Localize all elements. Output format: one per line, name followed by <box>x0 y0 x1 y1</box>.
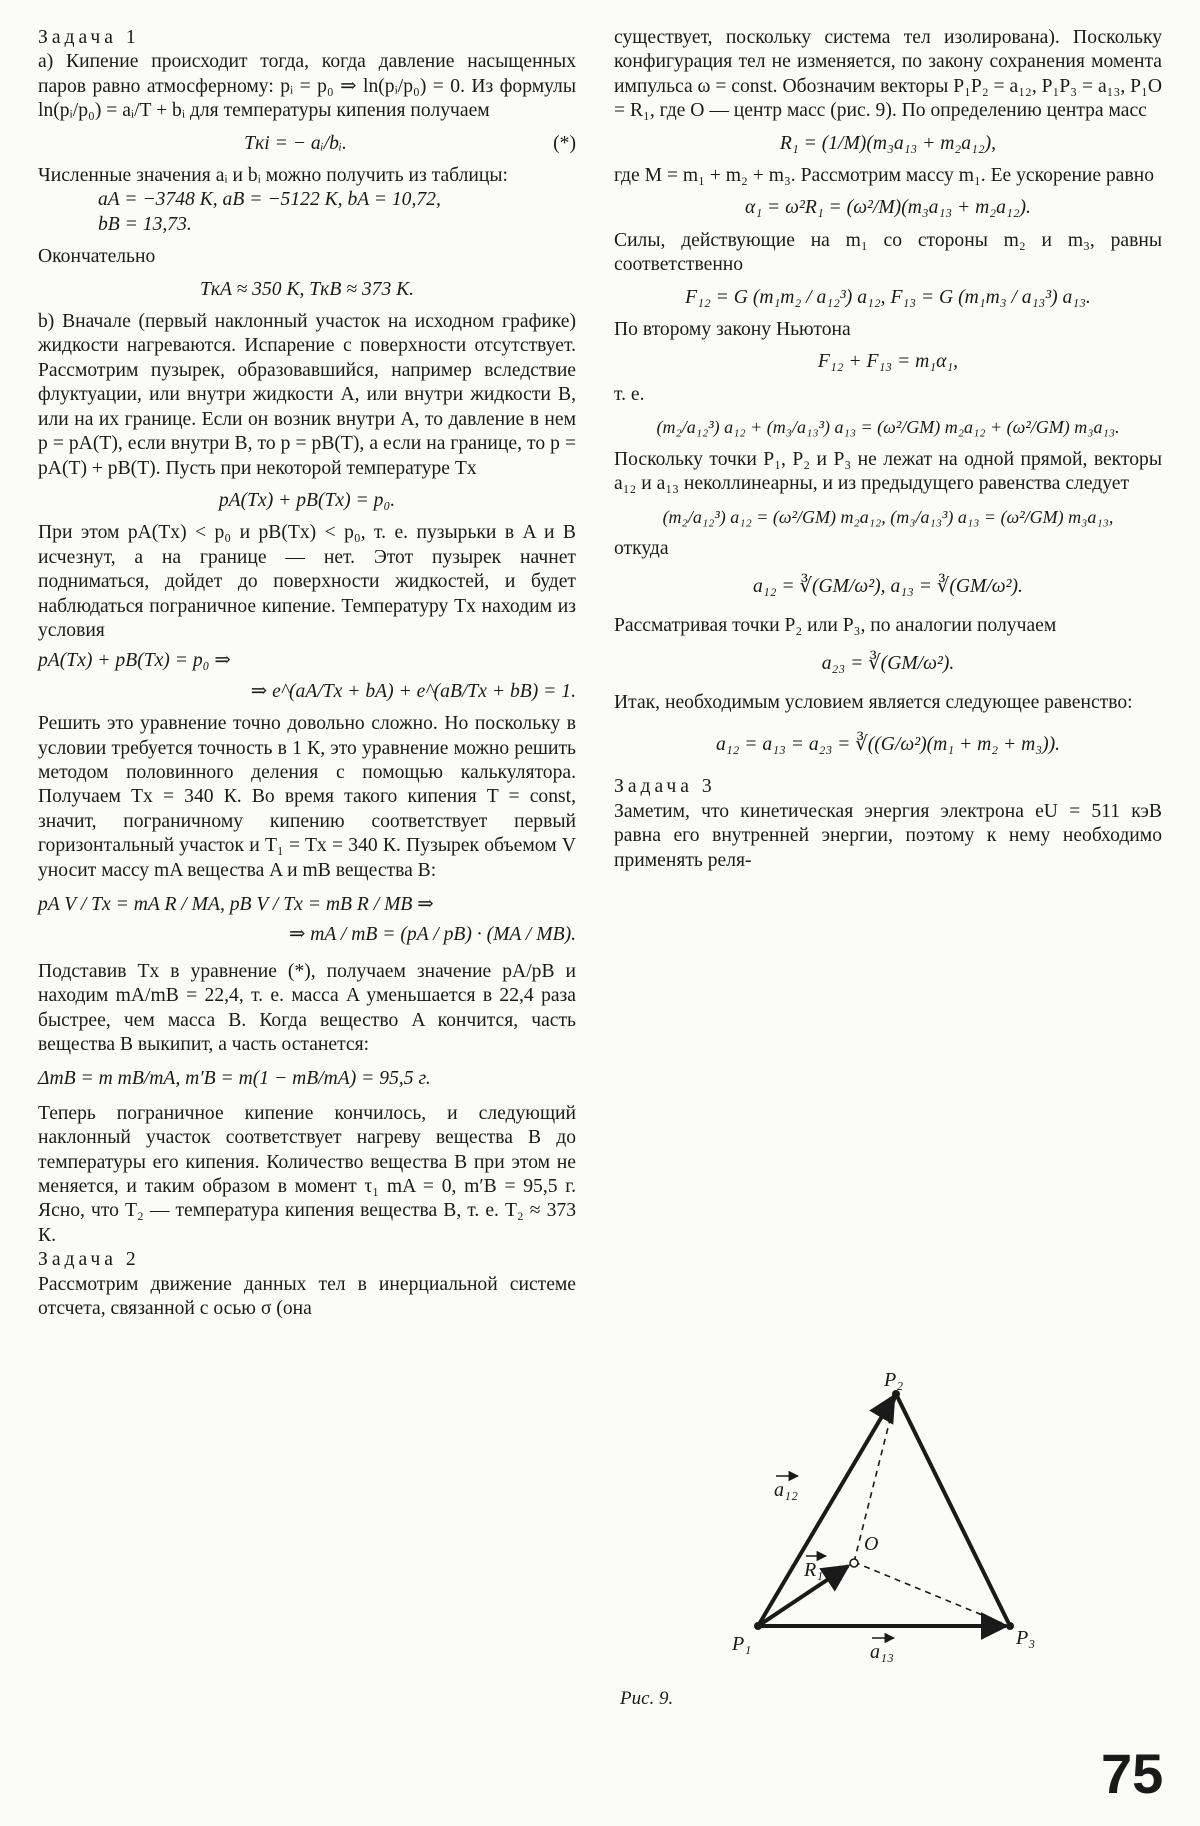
condition-equation-1: pA(Tx) + pB(Tx) = p₀ ⇒ <box>38 650 231 672</box>
boil-equation-tag: (*) <box>553 132 576 154</box>
boil-equation: Tкi = − aᵢ/bᵢ. <box>244 132 347 154</box>
label-r1: R₁ <box>804 1559 824 1581</box>
label-p1: P₁ <box>732 1633 752 1655</box>
solve-paragraph: Решить это уравнение точно довольно сложно. Но поскольку в условии требуется точность в 1 К, это уравнение можно решить методом половинного деления с помощью калькулятора. Получаем Tx = 340 К. Во время такого кипения T = const, значит, пограничному кипению соответствует первый горизонтальный участок и T₁ = Tx = 340 К. Пузырек объемом V уносит массу mA вещества A и mB вещества B: <box>38 713 576 881</box>
task3-paragraph: Заметим, что кинетическая энергия электрона eU = 511 кэВ равна его внутренней энергии, поэтому к нему необходимо применять реля- <box>614 800 1162 871</box>
task1-b-paragraph: b) Вначале (первый наклонный участок на исходном графике) жидкости нагреваются. Испарение с поверхности отсутствует. Рассмотрим пузырек, образовавшийся, например вследствие флуктуации, или внутри жидкости A, или внутри жидкости B, или на их границе. Если он возник внутри A, то давление в нем p = pA(T), если внутри B, то p = pB(T), а если на границе, то p = pA(T) + pB(T). Пусть при некоторой температуре Tx <box>38 311 576 479</box>
right-column <box>614 26 1162 873</box>
split-equation: (m₂/a₁₂³) a₁₂ = (ω²/GM) m₂a₁₂, (m₃/a₁₃³) a₁₃ = (ω²/GM) m₃a₁₃, <box>662 506 1114 527</box>
point-p3 <box>1006 1622 1014 1630</box>
a23-equation: a₂₃ = ∛(GM/ω²). <box>821 653 955 675</box>
delta-equation: ΔmB = m mB/mA, m′B = m(1 − mB/mA) = 95,5 г. <box>38 1068 431 1090</box>
final-equation: a₁₂ = a₁₃ = a₂₃ = ∛((G/ω²)(m₁ + m₂ + m₃)). <box>715 733 1061 755</box>
mass-equation-1: pA V / Tx = mA R / MA, pB V / Tx = mB R / MB ⇒ <box>38 894 434 915</box>
task1-a-paragraph: a) Кипение происходит тогда, когда давление насыщенных паров равно атмосферному: pᵢ = p₀ ⇒ ln(pᵢ/p₀) = 0. Из формулы ln(pᵢ/p₀) = aᵢ/T + bᵢ для температуры кипения получаем <box>38 51 576 122</box>
result-equation: TкA ≈ 350 К, TкB ≈ 373 К. <box>199 278 415 300</box>
label-a12: a₁₂ <box>774 1479 798 1501</box>
newton-paragraph: По второму закону Ньютона <box>614 319 851 341</box>
ie-equation: (m₂/a₁₂³) a₁₂ + (m₃/a₁₃³) a₁₃ = (ω²/GM) m₂a₁₂ + (ω²/GM) m₃a₁₃. <box>656 417 1120 438</box>
tx-equation: pA(Tx) + pB(Tx) = p₀. <box>218 489 396 511</box>
label-p2: P₂ <box>884 1369 904 1391</box>
figure-caption: Рис. 9. <box>620 1688 674 1709</box>
values-line-2: bB = 13,73. <box>98 213 192 235</box>
ie-label: т. е. <box>614 383 645 405</box>
mass-paragraph: где M = m₁ + m₂ + m₃. Рассмотрим массу m₁. Ее ускорение равно <box>614 165 1155 187</box>
task1-heading: Задача 1 <box>38 27 140 48</box>
r1-equation: R₁ = (1/M)(m₃a₁₃ + m₂a₁₂), <box>779 132 997 154</box>
analogy-paragraph: Рассматривая точки P₂ или P₃, по аналогии получаем <box>614 614 1057 636</box>
figure-9-triangle <box>604 1360 1064 1730</box>
whence-label: откуда <box>614 537 669 559</box>
condition-equation-2: ⇒ e^(aA/Tx + bA) + e^(aB/Tx + bB) = 1. <box>250 680 576 702</box>
point-p1 <box>754 1622 762 1630</box>
label-p3: P₃ <box>1016 1627 1036 1649</box>
left-column <box>38 26 576 1322</box>
finally-label: Окончательно <box>38 246 156 268</box>
noncollinear-paragraph: Поскольку точки P₁, P₂ и P₃ не лежат на одной прямой, векторы a₁₂ и a₁₃ неколлинеарны, и из предыдущего равенства следует <box>614 448 1162 495</box>
boundary-paragraph: Теперь пограничное кипение кончилось, и следующий наклонный участок соответствует нагреву вещества B до температуры его кипения. Количество вещества B при этом не меняется, и таким образом в момент τ₁ mA = 0, m′B = 95,5 г. Ясно, что T₂ — температура кипения вещества B, т. е. T₂ ≈ 373 К. <box>38 1102 576 1246</box>
boil-equation-row <box>38 132 576 156</box>
bubble-paragraph: При этом pA(Tx) < p₀ и pB(Tx) < p₀, т. е. пузырьки в A и B исчезнут, а на границе — нет. Этот пузырек начнет подниматься, дойдет до поверхности жидкостей, и будет наблюдаться пограничное кипение. Температуру Tx находим из условия <box>38 522 576 641</box>
label-o: O <box>864 1533 879 1555</box>
acceleration-equation: α₁ = ω²R₁ = (ω²/M)(m₃a₁₃ + m₂a₁₂). <box>745 197 1031 219</box>
point-o <box>850 1559 858 1567</box>
vector-r1 <box>758 1566 848 1626</box>
label-a13: a₁₃ <box>870 1641 894 1663</box>
forces-paragraph: Силы, действующие на m₁ со стороны m₂ и m₃, равны соответственно <box>614 229 1162 276</box>
condition-paragraph: Итак, необходимым условием является следующее равенство: <box>614 691 1133 713</box>
side-p2-p3 <box>896 1394 1010 1626</box>
forces-equation: F₁₂ = G (m₁m₂ / a₁₂³) a₁₂, F₁₃ = G (m₁m₃ / a₁₃³) a₁₃. <box>685 286 1091 308</box>
task3-heading: Задача 3 <box>614 776 716 798</box>
point-p2 <box>892 1390 900 1398</box>
task2-heading: Задача 2 <box>38 1249 140 1271</box>
substitute-paragraph: Подставив Tx в уравнение (*), получаем значение pA/pB и находим mA/mB = 22,4, т. е. масса A уменьшается в 22,4 раза быстрее, чем масса B. Когда вещество A кончится, часть вещества B выкипит, а часть останется: <box>38 960 576 1056</box>
values-intro: Численные значения aᵢ и bᵢ можно получить из таблицы: <box>38 165 509 187</box>
side-p1-p2 <box>758 1396 894 1626</box>
page-number: 75 <box>1101 1742 1164 1805</box>
newton-equation: F₁₂ + F₁₃ = m₁α₁, <box>817 351 959 373</box>
mass-equation-2: ⇒ mA / mB = (pA / pB) · (MA / MB). <box>288 924 576 946</box>
task2-continued-paragraph: существует, поскольку система тел изолирована). Поскольку конфигурация тел не изменяется, по закону сохранения момента импульса ω = const. Обозначим векторы P₁P₂ = a₁₂, P₁P₃ = a₁₃, P₁O = R₁, где O — центр масс (рис. 9). По определению центра масс <box>614 27 1162 122</box>
values-line-1: aA = −3748 К, aB = −5122 К, bA = 10,72, <box>98 189 441 211</box>
a12-equation: a₁₂ = ∛(GM/ω²), a₁₃ = ∛(GM/ω²). <box>753 576 1023 598</box>
task2-paragraph: Рассмотрим движение данных тел в инерциальной системе отсчета, связанной с осью σ (она <box>38 1273 576 1320</box>
